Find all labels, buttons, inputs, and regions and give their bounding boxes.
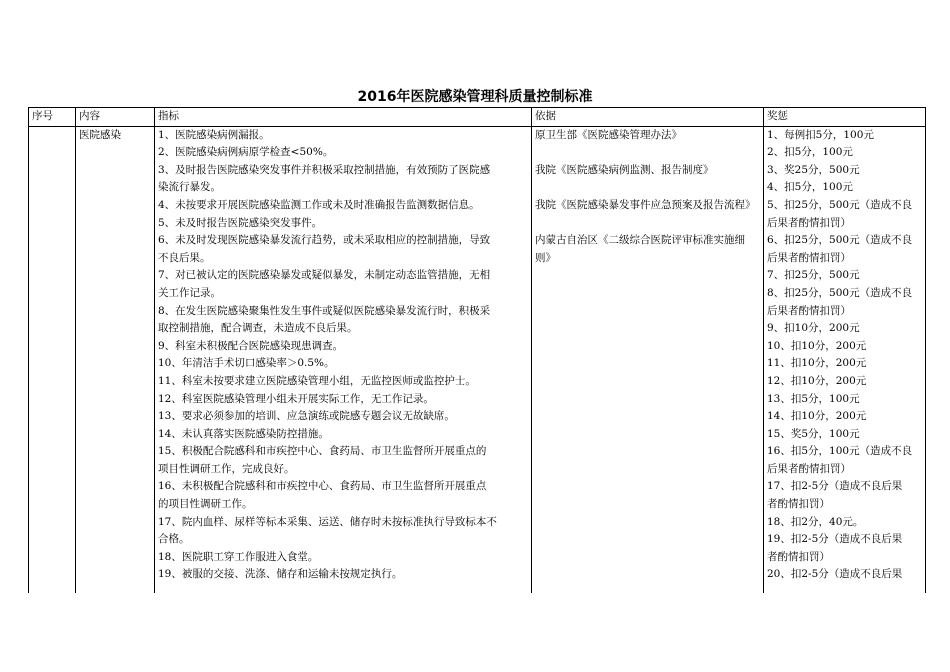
indicator-line: 1、医院感染病例漏报。 [158, 128, 270, 141]
penalty-line: 后果者酌情扣罚） [767, 304, 851, 317]
basis-item: 内蒙古自治区《二级综合医院评审标准实施细则》 [535, 234, 745, 264]
indicator-line: 7、对已被认定的医院感染暴发或疑似暴发，未制定动态监管措施，无相 [158, 269, 491, 282]
penalty-line: 18、扣2分，40元。 [767, 515, 864, 528]
indicator-line: 10、年清洁手术切口感染率＞0.5%。 [158, 357, 335, 370]
cell-penalty [764, 126, 926, 593]
header-index: 序号 [29, 108, 76, 127]
basis-list [535, 127, 760, 593]
table-row [29, 126, 926, 593]
header-indicator: 指标 [155, 108, 532, 127]
penalty-line: 10、扣10分，200元 [767, 339, 867, 352]
cell-content [76, 126, 155, 593]
penalty-line: 4、扣5分，100元 [767, 181, 853, 194]
document-title: 2016年医院感染管理科质量控制标准 [357, 89, 593, 105]
penalty-line: 15、奖5分，100元 [767, 427, 860, 440]
quality-standard-table [28, 107, 926, 593]
penalty-line: 者酌情扣罚） [767, 498, 830, 511]
indicator-line: 不良后果。 [158, 251, 211, 264]
penalty-list [767, 127, 922, 593]
penalty-line: 20、扣2-5分（造成不良后果 [767, 568, 903, 581]
penalty-line: 5、扣25分，500元（造成不良 [767, 198, 913, 211]
penalty-line: 8、扣25分，500元（造成不良 [767, 286, 913, 299]
penalty-line: 者酌情扣罚） [767, 550, 830, 563]
header-basis: 依据 [532, 108, 764, 127]
indicator-line: 关工作记录。 [158, 286, 221, 299]
penalty-line: 6、扣25分，500元（造成不良 [767, 234, 913, 247]
indicator-line: 11、科室未按要求建立医院感染管理小组，无监控医师或监控护士。 [158, 374, 476, 387]
indicator-line: 9、科室未积极配合医院感染现患调查。 [158, 339, 344, 352]
penalty-line: 12、扣10分，200元 [767, 374, 867, 387]
basis-spacer [535, 179, 760, 197]
indicator-line: 5、未及时报告医院感染突发事件。 [158, 216, 323, 229]
penalty-line: 2、扣5分，100元 [767, 146, 853, 159]
basis-item: 我院《医院感染暴发事件应急预案及报告流程》 [535, 198, 756, 211]
indicator-line: 16、未积极配合院感科和市疾控中心、食药局、市卫生监督所开展重点 [158, 480, 487, 493]
basis-spacer [535, 144, 760, 162]
basis-spacer [535, 215, 760, 233]
indicator-line: 项目性调研工作，完成良好。 [158, 462, 295, 475]
penalty-line: 7、扣25分，500元 [767, 269, 860, 282]
indicator-line: 12、科室医院感染管理小组未开展实际工作，无工作记录。 [158, 392, 434, 405]
penalty-line: 16、扣5分，100元（造成不良 [767, 445, 913, 458]
penalty-line: 1、每例扣5分，100元 [767, 128, 874, 141]
content-label: 医院感染 [79, 128, 121, 141]
cell-indicator [155, 126, 532, 593]
indicator-line: 14、未认真落实医院感染防控措施。 [158, 427, 329, 440]
indicator-line: 合格。 [158, 533, 190, 546]
penalty-line: 后果者酌情扣罚） [767, 251, 851, 264]
cell-basis [532, 126, 764, 593]
penalty-line: 14、扣10分，200元 [767, 410, 867, 423]
cell-index [29, 126, 76, 593]
indicator-line: 4、未按要求开展医院感染监测工作或未及时准确报告监测数据信息。 [158, 198, 480, 211]
basis-item: 原卫生部《医院感染管理办法》 [535, 128, 682, 141]
indicator-line: 的项目性调研工作。 [158, 498, 253, 511]
penalty-line: 后果者酌情扣罚） [767, 216, 851, 229]
penalty-line: 17、扣2-5分（造成不良后果 [767, 480, 903, 493]
indicator-line: 17、院内血样、尿样等标本采集、运送、储存时未按标准执行导致标本不 [158, 515, 497, 528]
indicator-line: 19、被服的交接、洗涤、储存和运输未按规定执行。 [158, 568, 403, 581]
penalty-line: 19、扣2-5分（造成不良后果 [767, 533, 903, 546]
indicator-line: 8、在发生医院感染聚集性发生事件或疑似医院感染暴发流行时，积极采 [158, 304, 491, 317]
indicator-line: 3、及时报告医院感染突发事件并积极采取控制措施，有效预防了医院感 [158, 163, 491, 176]
indicator-line: 15、积极配合院感科和市疾控中心、食药局、市卫生监督所开展重点的 [158, 445, 487, 458]
indicator-line: 取控制措施，配合调查，未造成不良后果。 [158, 322, 358, 335]
penalty-line: 11、扣10分，200元 [767, 357, 867, 370]
header-penalty: 奖惩 [764, 108, 926, 127]
penalty-line: 3、奖25分，500元 [767, 163, 860, 176]
table-header-row [29, 108, 926, 127]
basis-item: 我院《医院感染病例监测、报告制度》 [535, 163, 714, 176]
indicator-list [158, 127, 528, 593]
indicator-line: 18、医院职工穿工作服进入食堂。 [158, 550, 319, 563]
penalty-line: 13、扣5分，100元 [767, 392, 860, 405]
indicator-line: 6、未及时发现医院感染暴发流行趋势，或未采取相应的控制措施，导致 [158, 234, 491, 247]
indicator-line: 染流行暴发。 [158, 181, 221, 194]
penalty-line: 后果者酌情扣罚） [767, 462, 851, 475]
header-content: 内容 [76, 108, 155, 127]
penalty-line: 9、扣10分，200元 [767, 322, 860, 335]
indicator-line: 2、医院感染病例病原学检查<50%。 [158, 146, 334, 159]
indicator-line: 13、要求必须参加的培训、应急演练或院感专题会议无故缺席。 [158, 410, 455, 423]
